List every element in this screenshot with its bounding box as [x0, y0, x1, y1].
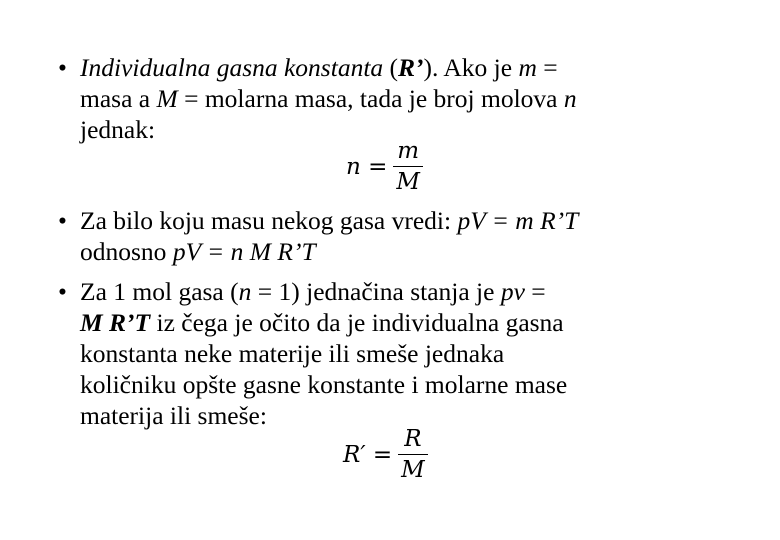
equation-pV-nMRT: pV = n M R’T — [172, 237, 316, 266]
formula-1-fraction — [393, 138, 423, 195]
bullet-3-marker: • — [58, 277, 67, 306]
bullet-1-line-3: jednak: — [80, 115, 156, 144]
text-za-bilo-koju: Za bilo koju masu nekog gasa vredi: — [80, 206, 458, 235]
text-equals: = — [536, 53, 558, 82]
text-odnosno: odnosno — [80, 237, 173, 266]
formula-R-prime-equals-R-over-M — [343, 426, 428, 483]
text-ako-je: ). Ako je — [423, 53, 519, 82]
formula-2-denominator: M — [401, 457, 425, 483]
text-iz-cega: iz čega je očito da je individualna gasna — [150, 308, 564, 337]
term-individual-gas-constant: Individualna gasna konstanta — [80, 53, 384, 82]
bullet-3-line-3: konstanta neke materije ili smeše jednaka — [80, 339, 505, 368]
formula-1-lhs: n = — [346, 153, 388, 180]
bullet-3-line-1 — [80, 277, 546, 307]
bullet-1-line-2 — [80, 84, 577, 114]
formula-2-lhs: R′ = — [343, 441, 393, 468]
fraction-bar — [398, 454, 428, 455]
bullet-2-line-2 — [80, 237, 316, 267]
formula-2-numerator: R — [404, 426, 422, 452]
bullet-1-marker: • — [58, 53, 67, 82]
equation-pV-mRT: pV = m R’T — [457, 206, 579, 235]
bullet-1-line-1 — [80, 53, 558, 83]
formula-2-fraction — [398, 426, 428, 483]
formula-n-equals-m-over-M — [346, 138, 423, 195]
text-za-1-mol: Za 1 mol gasa ( — [80, 277, 239, 306]
equation-MRT: M R’T — [80, 308, 151, 337]
bullet-3-line-5: materija ili smeše: — [80, 401, 267, 430]
text-masa-a: masa a — [80, 84, 157, 113]
text-molarna-masa: = molarna masa, tada je broj molova — [177, 84, 564, 113]
var-p-nu: pν — [500, 277, 525, 306]
bullet-2-marker: • — [58, 206, 67, 235]
var-m: m — [518, 53, 537, 82]
text-jednacina-stanja: = 1) jednačina stanja je — [251, 277, 501, 306]
bullet-3-line-2 — [80, 308, 564, 338]
var-M: M — [156, 84, 178, 113]
bullet-2-line-1 — [80, 206, 578, 236]
fraction-bar — [393, 166, 423, 167]
formula-1-numerator: m — [397, 138, 420, 164]
text-equals-2: = — [524, 277, 546, 306]
formula-1-denominator: M — [396, 169, 420, 195]
r-prime-symbol: R’ — [398, 53, 424, 82]
paren-open: ( — [383, 53, 399, 82]
var-n-2: n — [238, 277, 252, 306]
var-n: n — [563, 84, 577, 113]
bullet-3-line-4: količniku opšte gasne konstante i molarne mase — [80, 370, 568, 399]
